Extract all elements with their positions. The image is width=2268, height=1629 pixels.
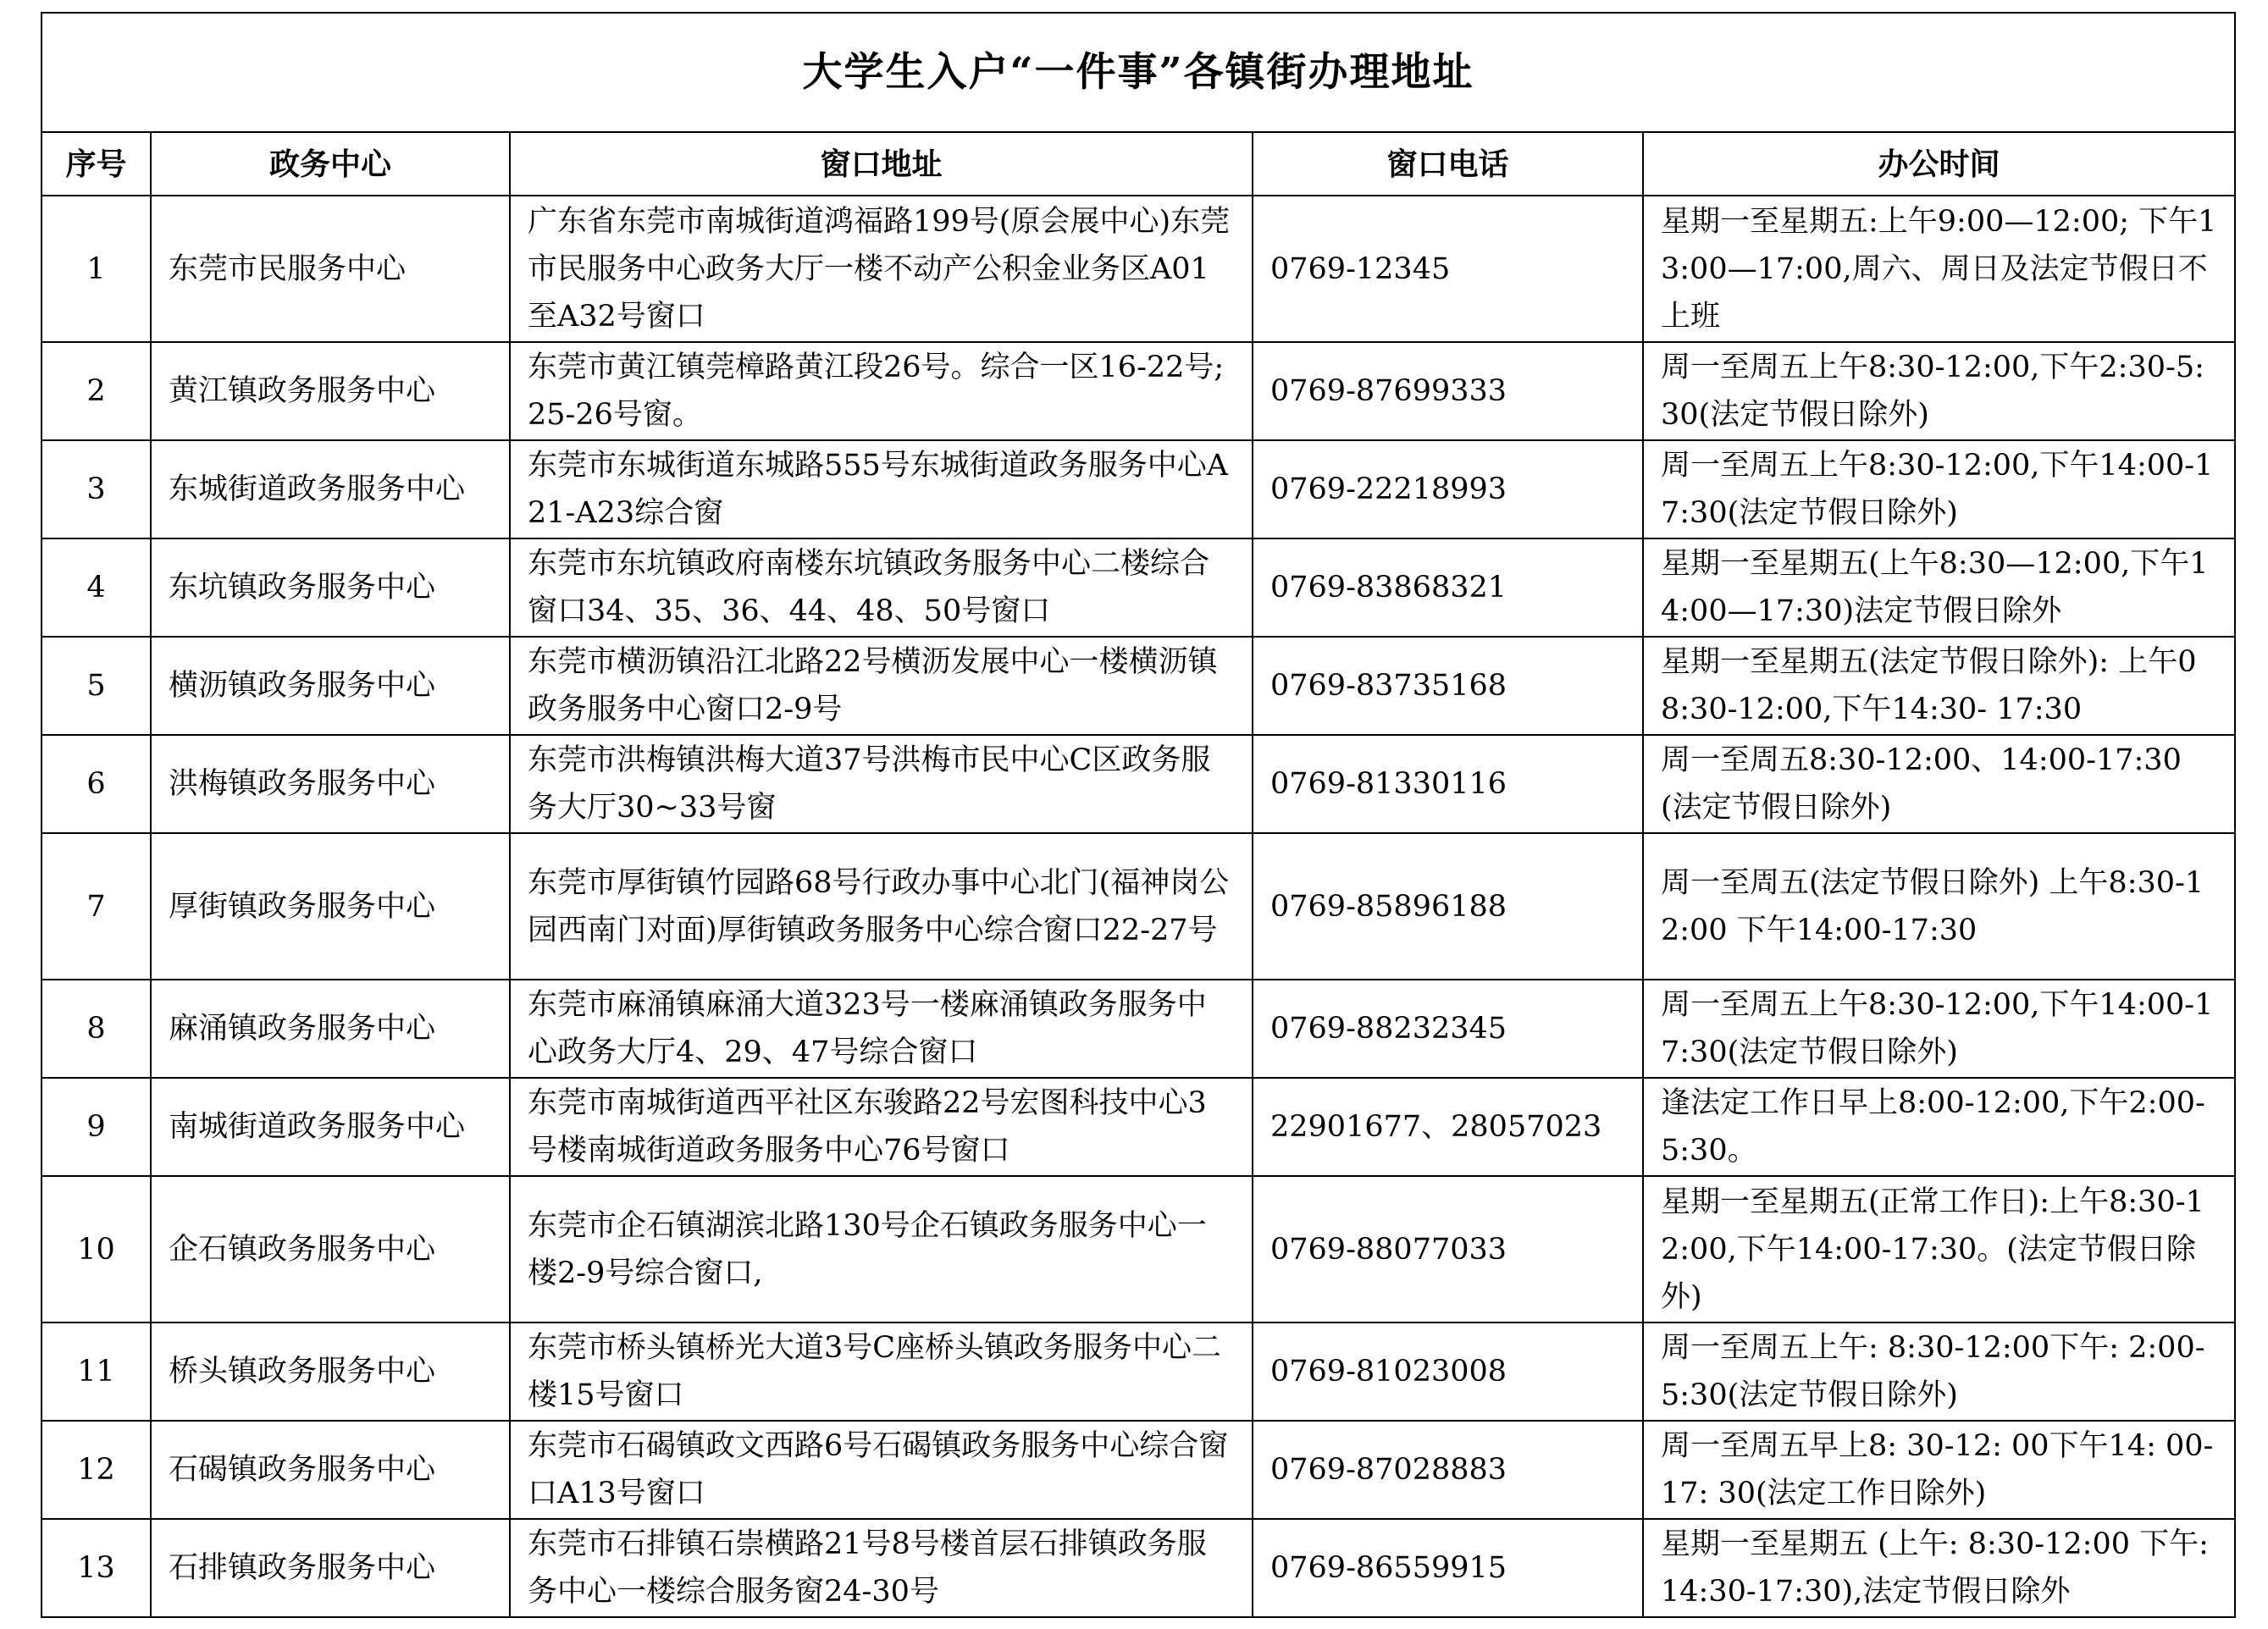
- page-title: 大学生入户“一件事”各镇街办理地址: [41, 13, 2235, 132]
- row-phone: 0769-87699333: [1253, 342, 1643, 440]
- row-address: 东莞市东坑镇政府南楼东坑镇政务服务中心二楼综合窗口34、35、36、44、48、50号窗口: [510, 538, 1253, 637]
- row-address: 东莞市东城街道东城路555号东城街道政务服务中心A21-A23综合窗: [510, 440, 1253, 538]
- row-phone: 0769-81023008: [1253, 1323, 1643, 1421]
- table-row: [41, 1323, 2235, 1421]
- row-center: 石排镇政务服务中心: [151, 1519, 510, 1617]
- row-address: 东莞市石排镇石崇横路21号8号楼首层石排镇政务服务中心一楼综合服务窗24-30号: [510, 1519, 1253, 1617]
- row-center: 麻涌镇政务服务中心: [151, 980, 510, 1078]
- row-number: 6: [41, 735, 151, 833]
- row-number: 8: [41, 980, 151, 1078]
- row-hours: 星期一至星期五(上午8:30—12:00,下午14:00—17:30)法定节假日除外: [1643, 538, 2235, 637]
- table-row: [41, 440, 2235, 538]
- row-center: 企石镇政务服务中心: [151, 1176, 510, 1323]
- row-hours: 星期一至星期五(正常工作日):上午8:30-12:00,下午14:00-17:30。(法定节假日除外): [1643, 1176, 2235, 1323]
- table-row: [41, 538, 2235, 637]
- row-address: 东莞市麻涌镇麻涌大道323号一楼麻涌镇政务服务中心政务大厅4、29、47号综合窗口: [510, 980, 1253, 1078]
- row-center: 石碣镇政务服务中心: [151, 1421, 510, 1519]
- row-phone: 0769-12345: [1253, 196, 1643, 342]
- row-center: 洪梅镇政务服务中心: [151, 735, 510, 833]
- table-row: [41, 342, 2235, 440]
- header-phone: 窗口电话: [1253, 132, 1643, 196]
- row-number: 10: [41, 1176, 151, 1323]
- row-number: 1: [41, 196, 151, 342]
- address-table: [41, 12, 2236, 1618]
- row-center: 黄江镇政务服务中心: [151, 342, 510, 440]
- row-hours: 星期一至星期五:上午9:00—12:00; 下午13:00—17:00,周六、周日及法定节假日不上班: [1643, 196, 2235, 342]
- header-hours: 办公时间: [1643, 132, 2235, 196]
- header-row: [41, 132, 2235, 196]
- row-phone: 0769-86559915: [1253, 1519, 1643, 1617]
- row-address: 广东省东莞市南城街道鸿福路199号(原会展中心)东莞市民服务中心政务大厅一楼不动产公积金业务区A01至A32号窗口: [510, 196, 1253, 342]
- row-phone: 0769-85896188: [1253, 833, 1643, 980]
- table-row: [41, 1519, 2235, 1617]
- row-address: 东莞市横沥镇沿江北路22号横沥发展中心一楼横沥镇政务服务中心窗口2-9号: [510, 637, 1253, 735]
- row-center: 东坑镇政务服务中心: [151, 538, 510, 637]
- row-hours: 周一至周五8:30-12:00、14:00-17:30(法定节假日除外): [1643, 735, 2235, 833]
- table-row: [41, 196, 2235, 342]
- row-phone: 0769-81330116: [1253, 735, 1643, 833]
- row-address: 东莞市企石镇湖滨北路130号企石镇政务服务中心一楼2-9号综合窗口,: [510, 1176, 1253, 1323]
- table-row: [41, 833, 2235, 980]
- header-no: 序号: [41, 132, 151, 196]
- row-number: 12: [41, 1421, 151, 1519]
- row-hours: 星期一至星期五(法定节假日除外): 上午08:30-12:00,下午14:30- 17:30: [1643, 637, 2235, 735]
- row-phone: 22901677、28057023: [1253, 1078, 1643, 1176]
- row-number: 5: [41, 637, 151, 735]
- row-phone: 0769-88077033: [1253, 1176, 1643, 1323]
- row-hours: 周一至周五上午8:30-12:00,下午2:30-5:30(法定节假日除外): [1643, 342, 2235, 440]
- row-phone: 0769-88232345: [1253, 980, 1643, 1078]
- row-address: 东莞市黄江镇莞樟路黄江段26号。综合一区16-22号; 25-26号窗。: [510, 342, 1253, 440]
- row-number: 4: [41, 538, 151, 637]
- row-phone: 0769-83868321: [1253, 538, 1643, 637]
- row-hours: 星期一至星期五 (上午: 8:30-12:00 下午: 14:30-17:30),法定节假日除外: [1643, 1519, 2235, 1617]
- row-number: 9: [41, 1078, 151, 1176]
- row-hours: 周一至周五上午8:30-12:00,下午14:00-17:30(法定节假日除外): [1643, 440, 2235, 538]
- row-address: 东莞市石碣镇政文西路6号石碣镇政务服务中心综合窗口A13号窗口: [510, 1421, 1253, 1519]
- row-hours: 周一至周五早上8: 30-12: 00下午14: 00-17: 30(法定工作日除外): [1643, 1421, 2235, 1519]
- row-center: 东城街道政务服务中心: [151, 440, 510, 538]
- table-row: [41, 637, 2235, 735]
- row-number: 3: [41, 440, 151, 538]
- table-row: [41, 1176, 2235, 1323]
- row-number: 2: [41, 342, 151, 440]
- row-address: 东莞市桥头镇桥光大道3号C座桥头镇政务服务中心二楼15号窗口: [510, 1323, 1253, 1421]
- table-row: [41, 1078, 2235, 1176]
- row-hours: 周一至周五上午8:30-12:00,下午14:00-17:30(法定节假日除外): [1643, 980, 2235, 1078]
- row-hours: 逢法定工作日早上8:00-12:00,下午2:00-5:30。: [1643, 1078, 2235, 1176]
- row-phone: 0769-83735168: [1253, 637, 1643, 735]
- row-number: 13: [41, 1519, 151, 1617]
- table-row: [41, 980, 2235, 1078]
- document-sheet: [41, 12, 2234, 1618]
- table-row: [41, 735, 2235, 833]
- row-address: 东莞市洪梅镇洪梅大道37号洪梅市民中心C区政务服务大厅30~33号窗: [510, 735, 1253, 833]
- row-number: 7: [41, 833, 151, 980]
- row-address: 东莞市厚街镇竹园路68号行政办事中心北门(福神岗公园西南门对面)厚街镇政务服务中心综合窗口22-27号: [510, 833, 1253, 980]
- header-center: 政务中心: [151, 132, 510, 196]
- row-center: 横沥镇政务服务中心: [151, 637, 510, 735]
- row-center: 厚街镇政务服务中心: [151, 833, 510, 980]
- row-address: 东莞市南城街道西平社区东骏路22号宏图科技中心3号楼南城街道政务服务中心76号窗口: [510, 1078, 1253, 1176]
- row-phone: 0769-87028883: [1253, 1421, 1643, 1519]
- header-address: 窗口地址: [510, 132, 1253, 196]
- row-center: 南城街道政务服务中心: [151, 1078, 510, 1176]
- title-row: [41, 13, 2235, 132]
- row-center: 东莞市民服务中心: [151, 196, 510, 342]
- row-phone: 0769-22218993: [1253, 440, 1643, 538]
- table-row: [41, 1421, 2235, 1519]
- row-hours: 周一至周五上午: 8:30-12:00下午: 2:00-5:30(法定节假日除外): [1643, 1323, 2235, 1421]
- row-hours: 周一至周五(法定节假日除外) 上午8:30-12:00 下午14:00-17:30: [1643, 833, 2235, 980]
- row-center: 桥头镇政务服务中心: [151, 1323, 510, 1421]
- row-number: 11: [41, 1323, 151, 1421]
